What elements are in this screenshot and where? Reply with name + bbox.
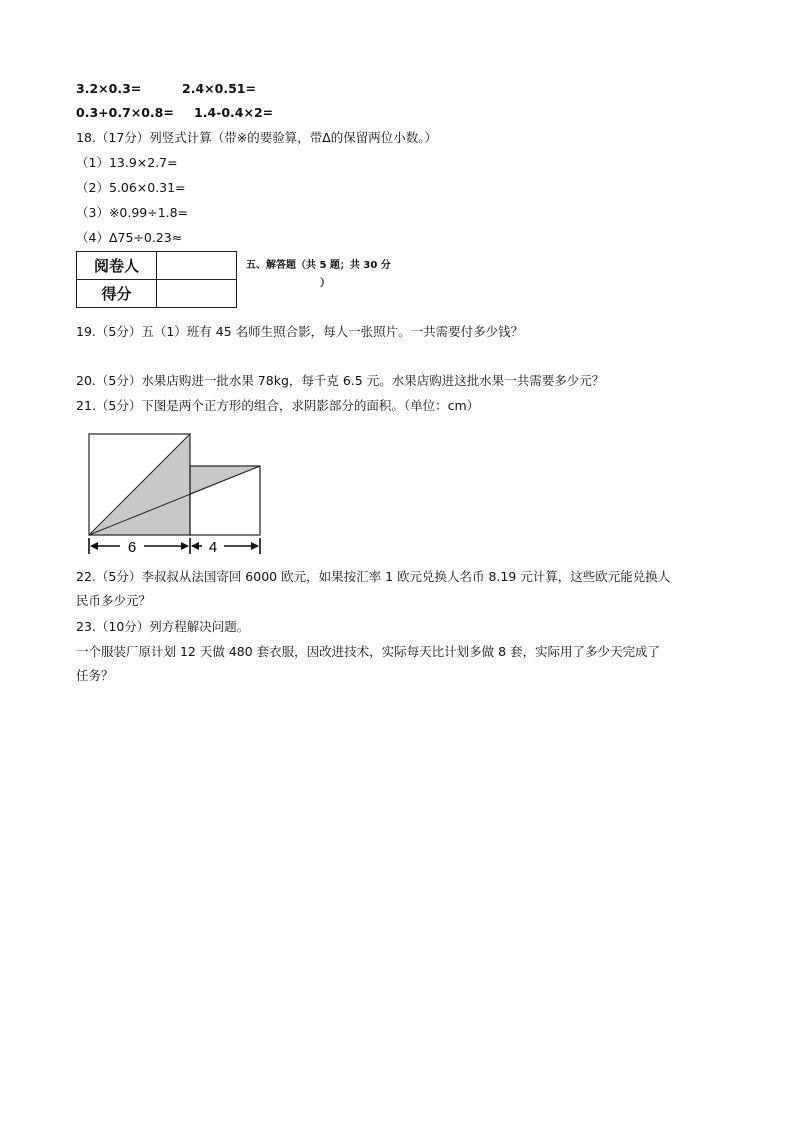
- section-heading-close: ）: [320, 278, 330, 289]
- calc-expression: 0.3+0.7×0.8=: [76, 105, 174, 120]
- calc-expression: 1.4-0.4×2=: [194, 105, 274, 120]
- question-21: 21.（5分）下图是两个正方形的组合，求阴影部分的面积。（单位：cm）: [76, 398, 480, 413]
- question-20: 20.（5分）水果店购进一批水果 78kg，每千克 6.5 元。水果店购进这批水果一共需要多少元？: [76, 373, 605, 388]
- question-18-item: （1）13.9×2.7=: [76, 155, 178, 170]
- question-23-line-1: 一个服装厂原计划 12 天做 480 套衣服，因改进技术，实际每天比计划多做 8 套，实际用了多少天完成了: [76, 644, 661, 659]
- question-18-title: 18.（17分）列竖式计算（带※的要验算，带Δ的保留两位小数。）: [76, 130, 438, 145]
- dimension-label-right: 4: [208, 539, 218, 556]
- dimension-right: [191, 542, 259, 550]
- section-heading: 五、解答题（共 5 题；共 30 分: [246, 260, 391, 271]
- question-23-line-2: 任务？: [76, 668, 114, 683]
- question-22-line-1: 22.（5分）李叔叔从法国寄回 6000 欧元，如果按汇率 1 欧元兑换人名币 8.19 元计算，这些欧元能兑换人: [76, 569, 671, 584]
- reviewer-label: 阅卷人: [77, 252, 157, 280]
- calc-expression: 3.2×0.3=: [76, 81, 142, 96]
- question-18-item: （4）Δ75÷0.23≈: [76, 230, 183, 245]
- question-22-line-2: 民币多少元？: [76, 593, 152, 608]
- question-23-title: 23.（10分）列方程解决问题。: [76, 619, 250, 634]
- squares-figure: [84, 430, 274, 558]
- reviewer-field[interactable]: [157, 252, 237, 280]
- dimension-label-left: 6: [127, 539, 137, 556]
- score-field[interactable]: [157, 280, 237, 308]
- calc-expression: 2.4×0.51=: [182, 81, 256, 96]
- score-label: 得分: [77, 280, 157, 308]
- question-19: 19.（5分）五（1）班有 45 名师生照合影，每人一张照片。一共需要付多少钱？: [76, 324, 524, 339]
- question-18-item: （2）5.06×0.31=: [76, 180, 186, 195]
- shaded-triangle-left: [89, 434, 190, 535]
- score-table: [76, 251, 237, 308]
- question-18-item: （3）※0.99÷1.8=: [76, 205, 189, 220]
